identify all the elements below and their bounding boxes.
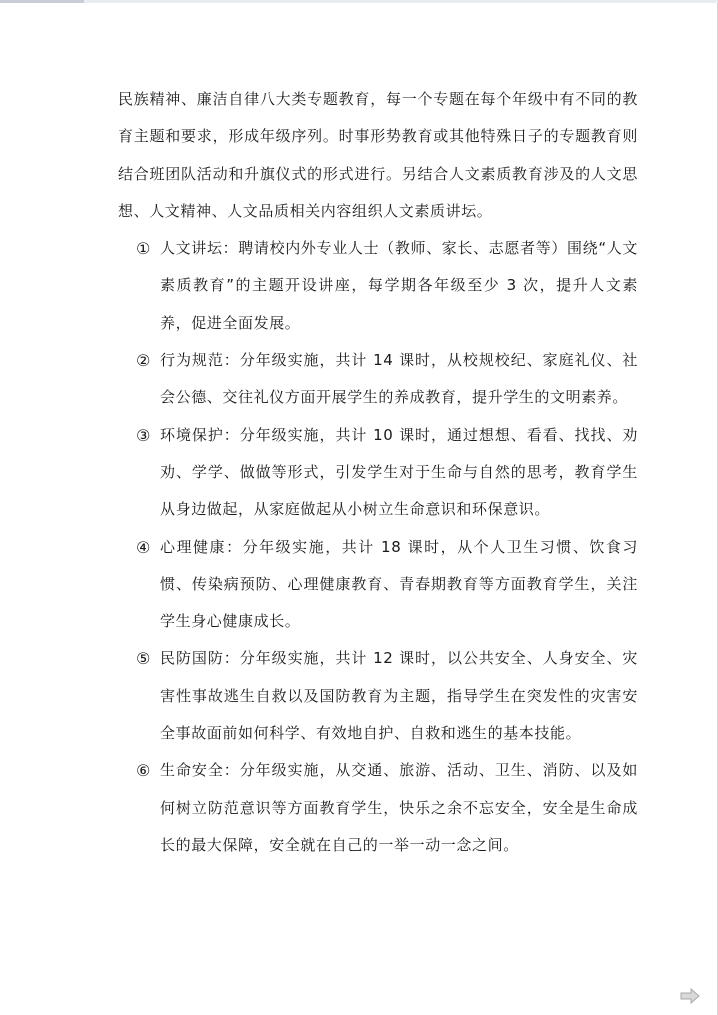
list-item	[118, 752, 638, 864]
arrow-right-icon[interactable]	[680, 988, 700, 1004]
item-text: 人文讲坛：聘请校内外专业人士（教师、家长、志愿者等）围绕“人文素质教育”的主题开设讲座，每学期各年级至少 3 次，提升人文素养，促进全面发展。	[160, 239, 638, 332]
item-marker: ⑤	[136, 649, 151, 669]
item-marker: ②	[136, 351, 151, 371]
intro-paragraph: 民族精神、廉洁自律八大类专题教育，每一个专题在每个年级中有不同的教育主题和要求，形成年级序列。时事形势教育或其他特殊日子的专题教育则结合班团队活动和升旗仪式的形式进行。另结合人文素质教育涉及的人文思想、人文精神、人文品质相关内容组织人文素质讲坛。	[118, 90, 638, 220]
item-marker: ⑥	[136, 761, 151, 781]
item-marker: ③	[136, 425, 151, 445]
document-page	[0, 3, 718, 1015]
item-text: 民防国防：分年级实施，共计 12 课时，以公共安全、人身安全、灾害性事故逃生自救以及国防教育为主题，指导学生在突发性的灾害安全事故面前如何科学、有效地自护、自救和逃生的基本技能。	[160, 649, 638, 743]
list-item	[118, 417, 638, 529]
item-text: 环境保护：分年级实施，共计 10 课时，通过想想、看看、找找、劝劝、学学、做做等形式，引发学生对于生命与自然的思考，教育学生从身边做起，从家庭做起从小树立生命意识和环保意识。	[160, 425, 638, 519]
list-item	[118, 342, 638, 417]
item-text: 心理健康：分年级实施，共计 18 课时，从个人卫生习惯、饮食习惯、传染病预防、心理健康教育、青春期教育等方面教育学生，关注学生身心健康成长。	[160, 537, 638, 631]
item-marker: ④	[136, 537, 151, 557]
list-item	[118, 640, 638, 752]
document-body	[118, 81, 638, 864]
list-item	[118, 230, 638, 342]
item-text: 行为规范：分年级实施，共计 14 课时，从校规校纪、家庭礼仪、社会公德、交往礼仪方面开展学生的养成教育，提升学生的文明素养。	[160, 351, 638, 407]
list-item	[118, 529, 638, 641]
item-marker: ①	[136, 239, 151, 259]
item-text: 生命安全：分年级实施，从交通、旅游、活动、卫生、消防、以及如何树立防范意识等方面教育学生，快乐之余不忘安全，安全是生命成长的最大保障，安全就在自己的一举一动一念之间。	[160, 761, 638, 854]
